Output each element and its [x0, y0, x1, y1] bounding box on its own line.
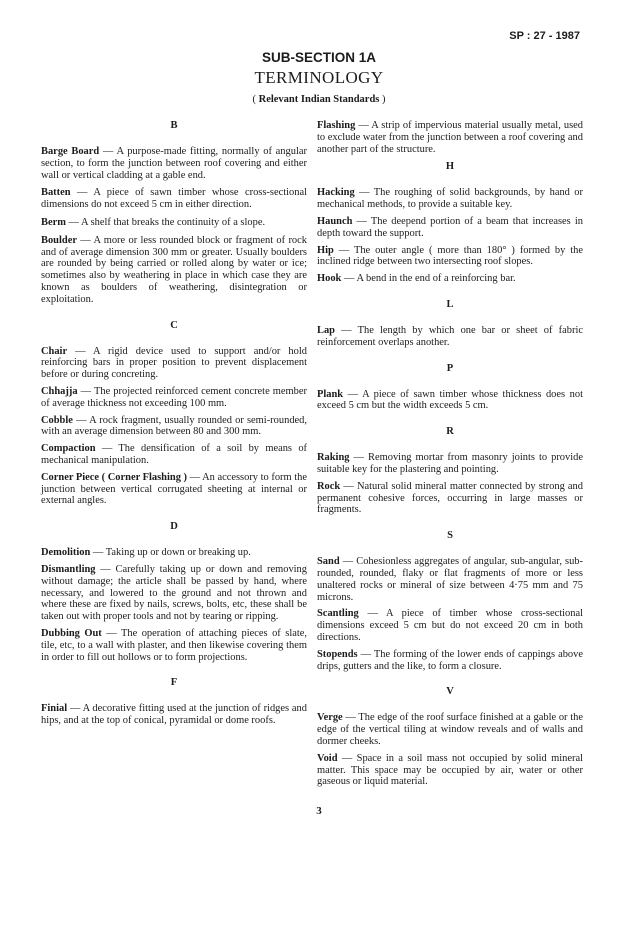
entry-dash: — — [76, 234, 94, 246]
left-column — [41, 120, 307, 732]
entry-term: Flashing — [317, 120, 356, 131]
entry-dash: — — [67, 703, 83, 715]
entry-definition: A piece of timber whose cross-sectional dimensions exceed 5 cm but do not exceed 20 cm in both directions. — [317, 608, 583, 643]
entry-dash: — — [101, 627, 121, 639]
letter-group-r — [317, 426, 583, 516]
entry-definition: The forming of the lower ends of cappings above drips, gutters and the like, to form a closure. — [317, 648, 583, 672]
glossary-entry — [41, 346, 307, 381]
subtitle-open: ( — [252, 94, 259, 105]
glossary-entry — [317, 245, 583, 269]
letter-heading: L — [446, 298, 454, 310]
entry-term: Hip — [317, 244, 334, 256]
entry-term: Void — [317, 752, 338, 764]
letter-group-f — [41, 677, 307, 727]
entry-dash: — — [67, 345, 94, 357]
subtitle — [0, 94, 638, 105]
entry-definition: A decorative fitting used at the junction of ridges and hips, and at the top of conical, pyramidal or dome roofs. — [41, 703, 307, 727]
letter-group-f-continued — [317, 120, 583, 155]
letter-group-v — [317, 686, 583, 788]
entry-term: Hacking — [317, 187, 355, 199]
glossary-entry — [41, 187, 307, 211]
letter-heading: S — [447, 530, 453, 542]
entry-term: Rock — [317, 480, 341, 492]
letter-group-h — [317, 161, 583, 285]
entry-dash: — — [77, 385, 94, 397]
glossary-entry — [317, 273, 583, 285]
glossary-entry — [317, 120, 583, 155]
entry-term: Dubbing Out — [41, 627, 102, 639]
subtitle-close: ) — [379, 94, 386, 105]
entry-definition: Taking up or down or breaking up. — [105, 547, 251, 559]
entry-dash: — — [343, 388, 363, 400]
entry-dash: — — [95, 563, 116, 575]
entry-term: Sand — [317, 556, 340, 568]
entry-definition: A purpose-made fitting, normally of angular section, to form the junction between roof covering and either wall or vertical cladding at a gable end. — [41, 146, 307, 181]
entry-term: Scantling — [317, 608, 359, 620]
entry-dash: — — [358, 608, 386, 620]
glossary-entry — [317, 753, 583, 788]
letter-group-d — [41, 521, 307, 663]
entry-definition: Carefully taking up or down and removing without damage; the article shall be passed by hand, where necessary, and lowered to the ground and not thrown and where these are fixed by nails, screws, bolts, etc, these shall be taken out with proper tools and not by tearing or ripping. — [41, 563, 307, 623]
entry-dash: — — [72, 414, 90, 426]
letter-heading: B — [170, 120, 178, 131]
glossary-entry — [41, 547, 307, 559]
document-code: SP : 27 - 1987 — [509, 30, 580, 42]
glossary-entry — [41, 235, 307, 306]
glossary-entry — [41, 443, 307, 467]
page-number: 3 — [316, 805, 322, 817]
letter-heading: F — [170, 677, 178, 689]
entry-dash: — — [357, 648, 374, 660]
letter-group-b — [41, 120, 307, 306]
entry-term: Corner Piece ( Corner Flashing ) — [41, 471, 187, 483]
entry-term: Verge — [317, 712, 343, 724]
letter-heading: D — [170, 521, 178, 533]
entry-dash: — — [339, 556, 357, 568]
entry-term: Barge Board — [41, 146, 100, 157]
glossary-entry — [41, 564, 307, 623]
entry-term: Plank — [317, 388, 344, 400]
entry-definition: The outer angle ( more than 180° ) formed by the inclined ridge between two intersecting roof slopes. — [317, 244, 583, 268]
entry-definition: Natural solid mineral matter connected by strong and permanent cohesive forces, occurring in large masses or fragments. — [317, 480, 583, 516]
glossary-entry — [317, 325, 583, 349]
entry-definition: The edge of the roof surface finished at a gable or the edge of the vertical tiling at window reveals and of walls and dormer cheeks. — [317, 712, 583, 747]
entry-dash: — — [187, 471, 203, 483]
glossary-entry — [41, 472, 307, 507]
entry-definition: A piece of sawn timber whose cross-sectional dimensions do not exceed 5 cm in either direction. — [41, 187, 307, 211]
entry-dash: — — [340, 480, 357, 492]
letter-heading: H — [445, 161, 455, 173]
entry-definition: The operation of attaching pieces of slate, tile, etc, to a wall with plaster, and then likewise covering them in order to fill out hollows or to form projections. — [41, 627, 307, 663]
entry-definition: A more or less rounded block or fragment of rock and of average dimension 300 mm or greater. Usually boulders are rounded by being carried or rolled along by water or ice; sometimes also by weathering in place in which case they are known as boulders of weathering, disintegration or exploitation. — [41, 234, 307, 305]
entry-dash: — — [354, 187, 374, 199]
entry-dash: — — [355, 120, 372, 131]
letter-group-p — [317, 363, 583, 413]
letter-heading: C — [170, 319, 178, 331]
entry-dash: — — [337, 752, 357, 764]
entry-term: Demolition — [41, 547, 91, 559]
entry-definition: A piece of sawn timber whose thickness does not exceed 5 cm but the width exceeds 5 cm. — [317, 388, 583, 412]
entry-definition: A rigid device used to support and/or hold reinforcing bars in proper position to prevent displacement before or during concreting. — [41, 345, 307, 381]
entry-term: Raking — [317, 452, 350, 464]
sub-section-heading: SUB-SECTION 1A — [261, 50, 376, 65]
glossary-entry — [317, 556, 583, 603]
entry-term: Compaction — [41, 443, 96, 455]
entry-definition: A rock fragment, usually rounded or semi-rounded, with an average dimension between 80 and 300 mm. — [41, 414, 307, 438]
entry-term: Batten — [41, 187, 71, 199]
letter-heading: R — [446, 426, 454, 438]
glossary-entry — [317, 649, 583, 673]
entry-dash: — — [342, 712, 359, 724]
glossary-entry — [317, 452, 583, 476]
glossary-entry — [41, 146, 307, 181]
letter-heading: P — [446, 362, 454, 374]
subtitle-text: Relevant Indian Standards — [258, 94, 380, 105]
entry-dash: — — [95, 443, 119, 455]
glossary-entry — [317, 712, 583, 747]
entry-dash: — — [335, 324, 358, 336]
glossary-entry — [317, 389, 583, 413]
entry-definition: A bend in the end of a reinforcing bar. — [356, 273, 516, 285]
entry-term: Finial — [41, 703, 68, 715]
glossary-entry — [317, 216, 583, 240]
entry-term: Stopends — [317, 648, 358, 660]
entry-dash: — — [341, 273, 357, 285]
letter-heading: V — [446, 686, 454, 698]
letter-group-l — [317, 299, 583, 349]
glossary-entry — [317, 481, 583, 516]
entry-definition: The length by which one bar or sheet of fabric reinforcement overlaps another. — [317, 324, 583, 348]
glossary-entry — [41, 415, 307, 439]
entry-term: Hook — [317, 273, 342, 285]
entry-term: Lap — [317, 324, 335, 336]
entry-definition: Space in a soil mass not occupied by solid mineral matter. This space may be occupied by air, water or other gaseous or liquid material. — [317, 752, 583, 788]
letter-group-s — [317, 530, 583, 672]
entry-term: Dismantling — [41, 563, 96, 575]
entry-dash: — — [99, 146, 117, 157]
entry-term: Chair — [41, 345, 68, 357]
entry-definition: Cohesionless aggregates of angular, sub-angular, sub-rounded, rounded, flaky or flat fragments of more or less unaltered rocks or mineral of size between 4·75 mm and 75 microns. — [317, 556, 583, 603]
entry-definition: Removing mortar from masonry joints to provide suitable key for the plastering and pointing. — [317, 452, 583, 475]
entry-definition: A strip of impervious material usually metal, used to exclude water from the junction between a roof covering and another part of the structure. — [317, 120, 583, 155]
glossary-entry — [41, 217, 307, 229]
right-column — [317, 120, 583, 793]
entry-dash: — — [333, 244, 354, 256]
glossary-entry — [41, 386, 307, 410]
entry-definition: The roughing of solid backgrounds, by hand or mechanical methods, to provide a suitable key. — [317, 187, 583, 211]
entry-definition: An accessory to form the junction between vertical corrugated sheeting at internal or external angles. — [41, 471, 308, 507]
entry-dash: — — [349, 452, 369, 464]
entry-definition: The projected reinforced cement concrete member of average thickness not exceeding 100 mm. — [41, 385, 307, 409]
entry-term: Haunch — [317, 215, 353, 227]
letter-group-c — [41, 320, 307, 508]
entry-term: Berm — [41, 216, 66, 228]
entry-dash: — — [90, 547, 106, 559]
entry-term: Boulder — [41, 234, 77, 246]
entry-term: Chhajja — [41, 385, 78, 397]
entry-term: Cobble — [41, 414, 73, 426]
glossary-entry — [41, 628, 307, 663]
entry-dash: — — [70, 187, 94, 199]
entry-dash: — — [65, 216, 82, 228]
glossary-entry — [317, 608, 583, 643]
entry-dash: — — [352, 215, 371, 227]
entry-definition: A shelf that breaks the continuity of a slope. — [81, 216, 266, 228]
glossary-entry — [317, 187, 583, 211]
page-title: TERMINOLOGY — [254, 68, 384, 87]
entry-definition: The deepend portion of a beam that increases in depth toward the support. — [317, 215, 583, 239]
glossary-entry — [41, 703, 307, 727]
entry-definition: The densification of a soil by means of mechanical manipulation. — [41, 443, 308, 466]
